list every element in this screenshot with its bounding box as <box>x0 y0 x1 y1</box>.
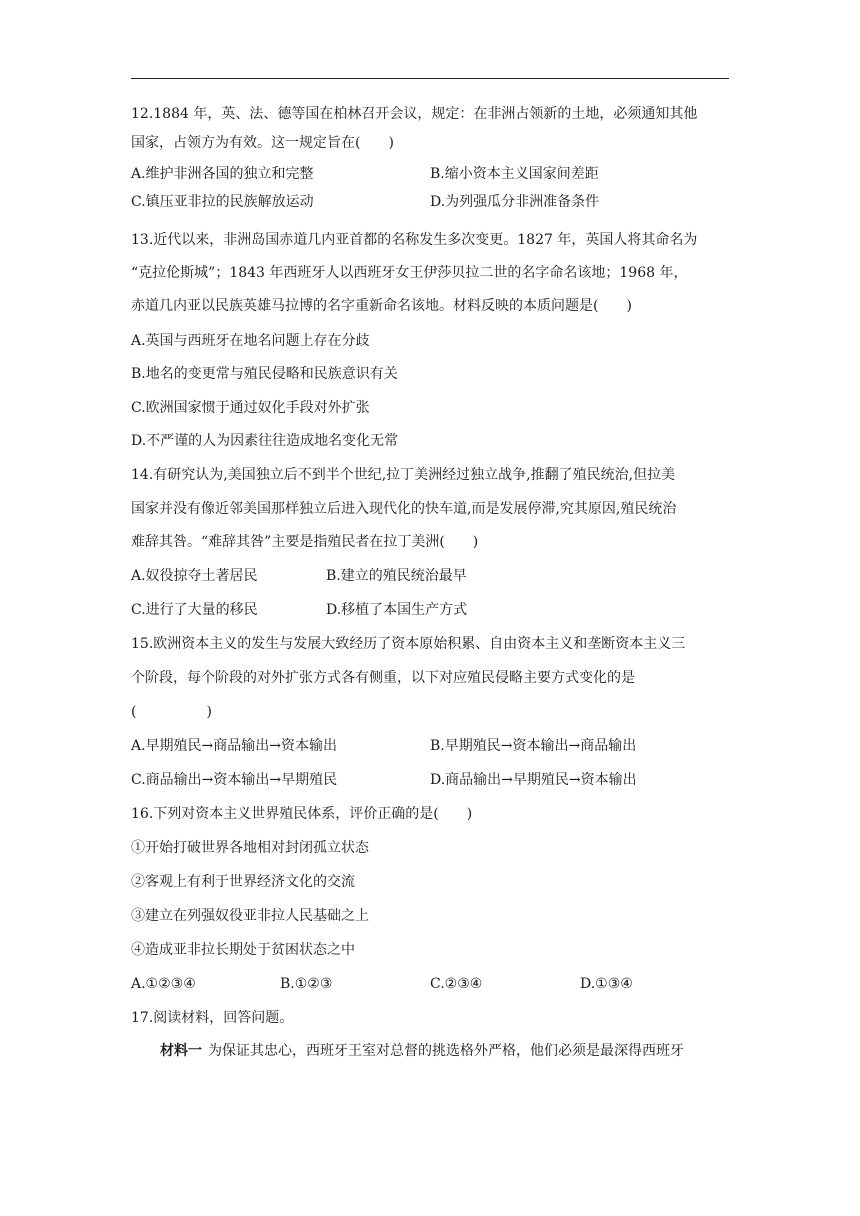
question-16-statement-2: ②客观上有利于世界经济文化的交流 <box>131 874 355 890</box>
question-16-option-c[interactable]: C.②③④ <box>430 976 483 992</box>
question-13-line-1: 13.近代以来，非洲岛国赤道几内亚首都的名称发生多次变更。1827 年，英国人将其命名为 <box>131 232 698 248</box>
question-15-option-a[interactable]: A.早期殖民→商品输出→资本输出 <box>131 738 338 754</box>
question-16-statement-3: ③建立在列强奴役亚非拉人民基础之上 <box>131 908 369 924</box>
question-12-option-a[interactable]: A.维护非洲各国的独立和完整 <box>131 166 314 182</box>
question-13-line-2: “克拉伦斯城”；1843 年西班牙人以西班牙女王伊莎贝拉二世的名字命名该地；1968 年， <box>131 265 688 281</box>
question-15-option-d[interactable]: D.商品输出→早期殖民→资本输出 <box>430 772 637 788</box>
material-text: 为保证其忠心，西班牙王室对总督的挑选格外严格，他们必须是最深得西班牙 <box>208 1043 684 1059</box>
question-13-option-b[interactable]: B.地名的变更常与殖民侵略和民族意识有关 <box>131 366 398 382</box>
question-16-statement-1: ①开始打破世界各地相对封闭孤立状态 <box>131 840 369 856</box>
question-15-option-b[interactable]: B.早期殖民→资本输出→商品输出 <box>430 738 637 754</box>
question-14-line-3: 难辞其咎。“难辞其咎”主要是指殖民者在拉丁美洲( ) <box>131 534 479 550</box>
question-12-line-1: 12.1884 年，英、法、德等国在柏林召开会议，规定：在非洲占领新的土地，必须通知其他 <box>131 106 698 122</box>
question-13-line-3: 赤道几内亚以民族英雄马拉博的名字重新命名该地。材料反映的本质问题是( ) <box>131 298 632 314</box>
question-15-line-3: ( ) <box>131 704 212 720</box>
question-13-option-a[interactable]: A.英国与西班牙在地名问题上存在分歧 <box>131 333 370 349</box>
question-16-option-b[interactable]: B.①②③ <box>280 976 333 992</box>
question-15-line-2: 个阶段，每个阶段的对外扩张方式各有侧重，以下对应殖民侵略主要方式变化的是 <box>131 670 635 686</box>
question-12-option-c[interactable]: C.镇压亚非拉的民族解放运动 <box>131 194 314 210</box>
question-12-option-d[interactable]: D.为列强瓜分非洲准备条件 <box>430 194 600 210</box>
question-14-option-a[interactable]: A.奴役掠夺土著居民 <box>131 568 258 584</box>
question-14-line-2: 国家并没有像近邻美国那样独立后进入现代化的快车道,而是发展停滞,究其原因,殖民统治 <box>131 501 677 517</box>
question-17-line-1: 17.阅读材料，回答问题。 <box>131 1010 294 1026</box>
question-15-option-c[interactable]: C.商品输出→资本输出→早期殖民 <box>131 772 338 788</box>
question-14-option-c[interactable]: C.进行了大量的移民 <box>131 602 258 618</box>
question-13-option-d[interactable]: D.不严谨的人为因素往往造成地名变化无常 <box>131 433 399 449</box>
question-14-option-d[interactable]: D.移植了本国生产方式 <box>326 602 468 618</box>
material-label: 材料一 <box>160 1043 202 1059</box>
material-paragraph <box>160 1041 684 1061</box>
question-16-statement-4: ④造成亚非拉长期处于贫困状态之中 <box>131 942 355 958</box>
question-16-line-1: 16.下列对资本主义世界殖民体系，评价正确的是( ) <box>131 806 473 822</box>
question-14-line-1: 14.有研究认为,美国独立后不到半个世纪,拉丁美洲经过独立战争,推翻了殖民统治,但拉美 <box>131 467 676 483</box>
header-rule <box>131 78 729 79</box>
question-12-option-b[interactable]: B.缩小资本主义国家间差距 <box>430 166 599 182</box>
question-15-line-1: 15.欧洲资本主义的发生与发展大致经历了资本原始积累、自由资本主义和垄断资本主义三 <box>131 636 686 652</box>
question-12-line-2: 国家，占领方为有效。这一规定旨在( ) <box>131 135 394 151</box>
question-13-option-c[interactable]: C.欧洲国家惯于通过奴化手段对外扩张 <box>131 400 370 416</box>
question-16-option-d[interactable]: D.①③④ <box>580 976 633 992</box>
question-16-option-a[interactable]: A.①②③④ <box>131 976 196 992</box>
question-14-option-b[interactable]: B.建立的殖民统治最早 <box>326 568 467 584</box>
